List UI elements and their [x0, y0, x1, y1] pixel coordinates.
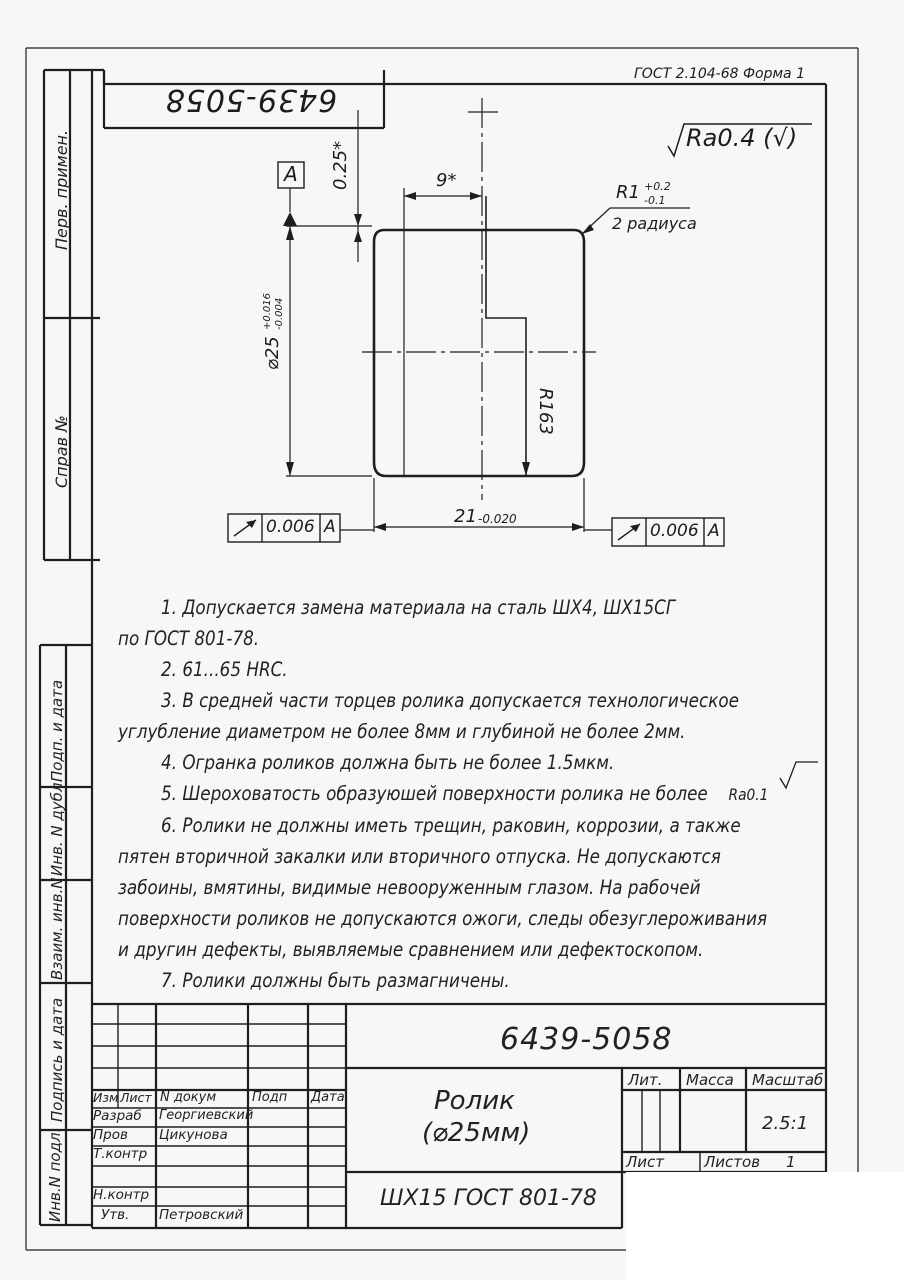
lit-label: Лит. — [628, 1071, 663, 1089]
role-tkontr: Т.контр — [93, 1146, 148, 1162]
crown-radius: R163 — [535, 388, 556, 435]
runout-right-datum: A — [708, 521, 720, 541]
radius-note: 2 радиуса — [612, 214, 697, 233]
person-prov: Цикунова — [159, 1127, 228, 1143]
diameter-dimension: ⌀25 — [262, 336, 283, 370]
dimension-9: 9* — [436, 170, 457, 191]
person-razrab: Георгиевский — [159, 1108, 254, 1123]
mass-label: Масса — [686, 1071, 734, 1089]
note-6-cont-2: забоины, вмятины, видимые невооруженным глазом. На рабочей — [118, 876, 701, 899]
form-label: ГОСТ 2.104-68 Форма 1 — [634, 66, 805, 82]
note-5 — [118, 778, 769, 810]
note-1-cont: по ГОСТ 801-78. — [118, 627, 260, 650]
header-podp: Подп — [252, 1090, 288, 1105]
role-prov: Пров — [93, 1127, 128, 1143]
title-doc-code: 6439-5058 — [500, 1022, 673, 1057]
radius-dimension: R1 — [616, 182, 640, 203]
header-ndoc: N докум — [160, 1090, 217, 1105]
runout-left-value: 0.006 — [266, 517, 315, 537]
sheet-label: Лист — [626, 1153, 665, 1171]
note-2: 2. 61...65 HRC. — [161, 658, 288, 681]
corner-code: 6439-5058 — [164, 82, 338, 117]
technical-notes — [118, 592, 769, 996]
radius-lower-tolerance: -0.1 — [644, 194, 666, 207]
reference-number-label: Справ № — [52, 415, 71, 488]
sheets-count: 1 — [786, 1153, 796, 1171]
role-razrab: Разраб — [93, 1108, 142, 1124]
header-data: Дата — [311, 1090, 345, 1105]
scale-value: 2.5:1 — [762, 1113, 809, 1134]
scale-label: Масштаб — [752, 1071, 824, 1089]
replacement-number-label: Взаим. инв.N — [48, 877, 66, 980]
note-5-roughness: Ra0.1 — [728, 785, 769, 804]
note-4: 4. Огранка роликов должна быть не более 1.5мкм. — [161, 751, 615, 774]
length-tolerance: -0.020 — [478, 512, 517, 526]
signature-date-label: Подпись и дата — [48, 997, 66, 1122]
diameter-lower-tolerance: -0.004 — [274, 297, 285, 330]
offset-dimension: 0.25* — [330, 140, 351, 190]
original-number-label: Инв.N подл. — [46, 1127, 64, 1222]
note-6-cont-1: пятен вторичной закалки или вторичного отпуска. Не допускаются — [118, 845, 721, 868]
title-name-line1: Ролик — [434, 1086, 515, 1116]
note-6: 6. Ролики не должны иметь трещин, раковин, коррозии, а также — [161, 814, 741, 837]
note-7: 7. Ролики должны быть размагничены. — [161, 969, 510, 992]
diameter-upper-tolerance: +0.016 — [262, 292, 273, 330]
header-list: Лист — [120, 1090, 152, 1105]
role-nkontr: Н.контр — [93, 1187, 150, 1203]
note-5-text: 5. Шероховатость образуюшей поверхности ролика не более — [161, 782, 708, 805]
duplicate-number-label: Инв. N дубл. — [48, 777, 66, 876]
scan-blank-area — [626, 1172, 904, 1280]
sign-date-label: Подп. и дата — [48, 679, 66, 782]
note-3: 3. В средней части торцев ролика допускается технологическое — [161, 689, 739, 712]
title-material: ШХ15 ГОСТ 801-78 — [380, 1186, 597, 1211]
person-utv: Петровский — [159, 1207, 244, 1223]
role-utv: Утв. — [101, 1207, 130, 1223]
note-3-cont: углубление диаметром не более 8мм и глубиной не более 2мм. — [118, 720, 686, 743]
note-6-cont-3: поверхности роликов не допускаются ожоги, следы обезуглероживания — [118, 907, 768, 930]
general-roughness: Ra0.4 (√) — [686, 124, 798, 152]
length-dimension: 21 — [454, 506, 477, 527]
runout-right-value: 0.006 — [650, 521, 699, 541]
sheets-label: Листов — [704, 1153, 761, 1171]
note-6-cont-4: и другин дефекты, выявляемые сравнением или дефектоскопом. — [118, 938, 704, 961]
first-use-label: Перв. примен. — [52, 129, 71, 250]
datum-label: A — [284, 162, 298, 186]
radius-upper-tolerance: +0.2 — [644, 180, 671, 193]
header-izm: Изм — [93, 1090, 119, 1105]
runout-left-datum: A — [324, 517, 336, 537]
note-1: 1. Допускается замена материала на сталь ШХ4, ШХ15СГ — [161, 596, 676, 619]
title-name-line2: (⌀25мм) — [422, 1118, 531, 1148]
